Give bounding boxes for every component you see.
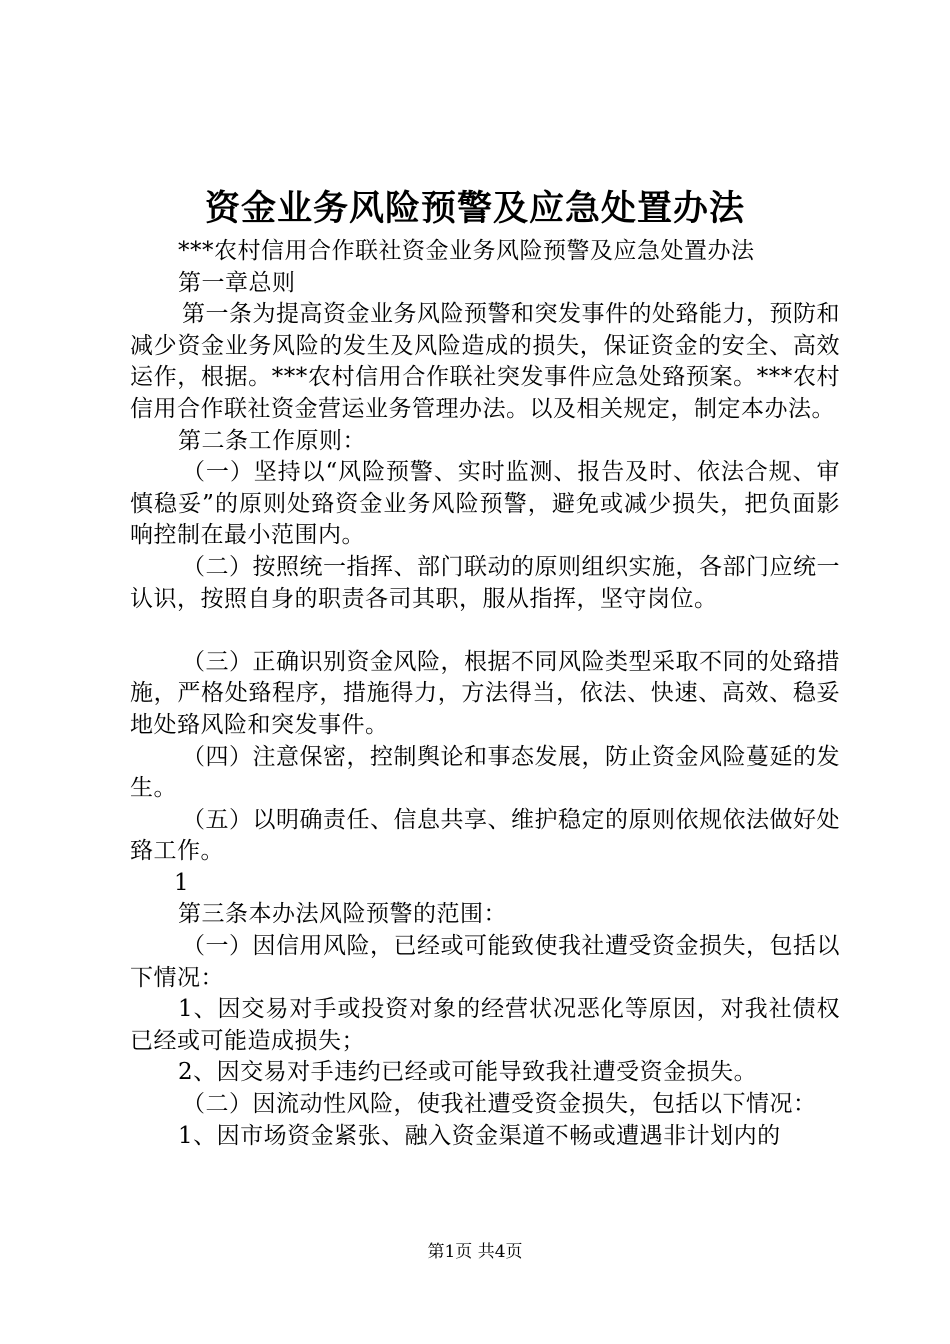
page-footer: 第1页 共4页: [427, 1242, 523, 1262]
article-heading: 第二条工作原则：: [178, 427, 366, 454]
article-heading: 第三条本办法风险预警的范围：: [178, 901, 507, 928]
paragraph: 第一条为提高资金业务风险预警和突发事件的处臵能力，预防和减少资金业务风险的发生及风险造成的损失，保证资金的安全、高效运作，根据。***农村信用合作联社突发事件应急处臵预案。***农村信用合作联社资金营运业务管理办法。以及相关规定，制定本办法。: [130, 301, 840, 422]
paragraph: （一）因信用风险，已经或可能致使我社遭受资金损失，包括以下情况：: [130, 933, 840, 991]
blank-line: [130, 615, 840, 647]
paragraph: 2、因交易对手违约已经或可能导致我社遭受资金损失。: [178, 1059, 758, 1086]
paragraph: （四）注意保密，控制舆论和事态发展，防止资金风险蔓延的发生。: [130, 743, 840, 802]
paragraph: （三）正确识别资金风险，根据不同风险类型采取不同的处臵措施，严格处臵程序，措施得力，方法得当，依法、快速、高效、稳妥地处臵风险和突发事件。: [130, 648, 840, 738]
paragraph: （五）以明确责任、信息共享、维护稳定的原则依规依法做好处臵工作。: [130, 806, 840, 865]
paragraph: 1、因交易对手或投资对象的经营状况恶化等原因，对我社债权已经或可能造成损失；: [130, 996, 840, 1054]
paragraph: （一）坚持以“风险预警、实时监测、报告及时、依法合规、审慎稳妥”的原则处臵资金业务风险预警，避免或减少损失，把负面影响控制在最小范围内。: [130, 459, 840, 549]
paragraph: （二）按照统一指挥、部门联动的原则组织实施，各部门应统一认识，按照自身的职责各司其职，服从指挥，坚守岗位。: [130, 553, 840, 612]
document-body: [130, 236, 840, 1152]
paragraph: 1、因市场资金紧张、融入资金渠道不畅或遭遇非计划内的: [178, 1122, 781, 1149]
paragraph: （二）因流动性风险，使我社遭受资金损失，包括以下情况：: [182, 1091, 817, 1118]
document-title: 资金业务风险预警及应急处置办法: [204, 188, 745, 229]
paragraph: ***农村信用合作联社资金业务风险预警及应急处置办法: [178, 238, 755, 264]
chapter-heading: 第一章总则: [178, 269, 296, 296]
inline-page-number: 1: [174, 869, 190, 896]
